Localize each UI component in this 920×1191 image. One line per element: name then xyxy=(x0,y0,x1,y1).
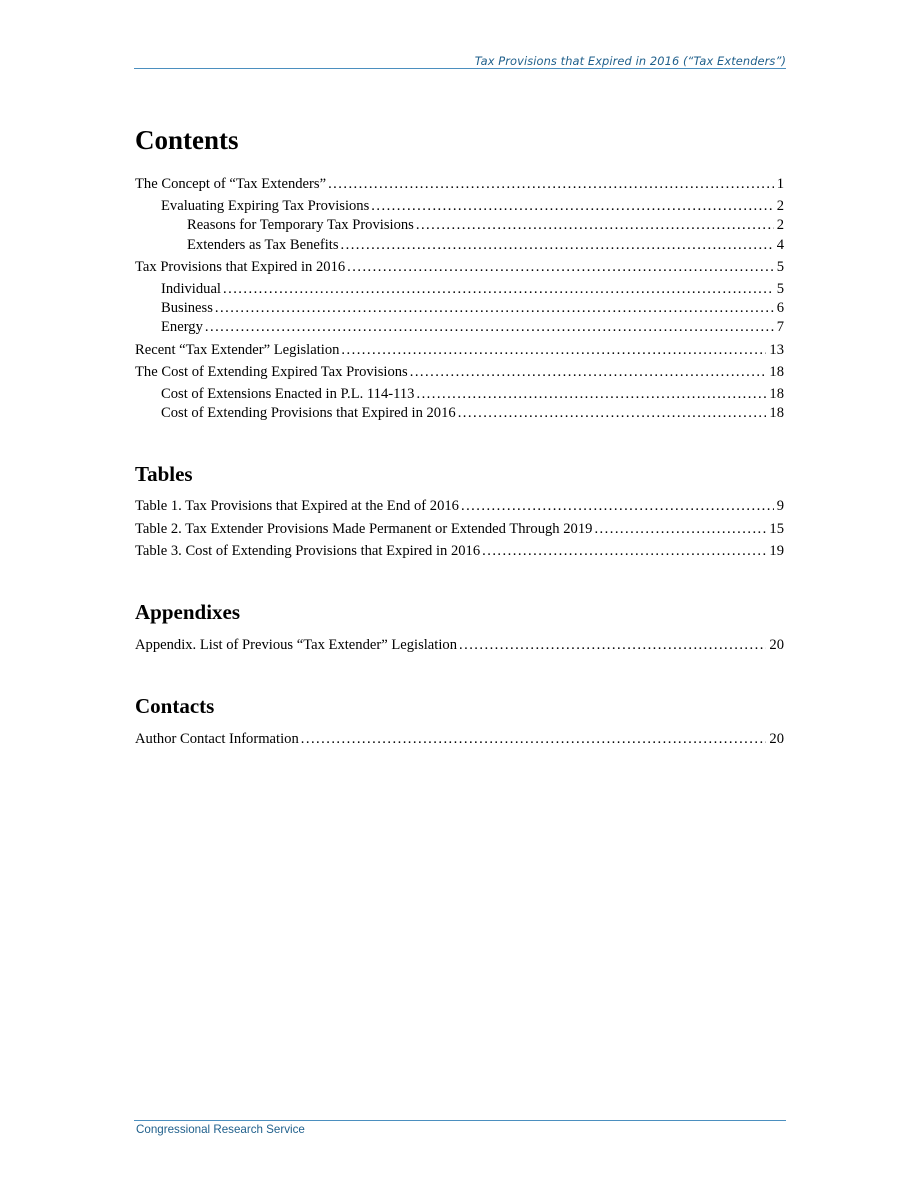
toc-entry[interactable] xyxy=(135,520,784,538)
toc-entry-title: Appendix. List of Previous “Tax Extender” Legislation xyxy=(135,637,457,653)
toc-entry-page: 13 xyxy=(769,342,784,358)
toc-leader xyxy=(341,341,766,359)
toc-leader xyxy=(371,197,773,215)
toc-entry-title: Extenders as Tax Benefits xyxy=(187,237,339,253)
toc-entry-page: 1 xyxy=(776,176,784,192)
toc-leader xyxy=(416,216,774,234)
toc-entry-title: Business xyxy=(161,300,213,316)
toc-entry-page: 20 xyxy=(769,731,784,747)
toc-entry-page: 18 xyxy=(769,364,784,380)
toc-entry[interactable] xyxy=(161,280,784,298)
toc-entry[interactable] xyxy=(135,341,784,359)
toc-entry-page: 5 xyxy=(776,281,784,297)
toc-entry-title: Table 3. Cost of Extending Provisions that Expired in 2016 xyxy=(135,543,481,559)
toc-entry-page: 18 xyxy=(769,405,784,421)
toc-leader xyxy=(458,404,767,422)
toc-entry-page: 2 xyxy=(776,198,784,214)
toc-entry[interactable] xyxy=(161,404,784,422)
toc-entry-page: 20 xyxy=(769,637,784,653)
toc-entry-title: Table 1. Tax Provisions that Expired at the End of 2016 xyxy=(135,498,459,514)
toc-entry-title: Tax Provisions that Expired in 2016 xyxy=(135,259,346,275)
toc-entry[interactable] xyxy=(135,730,784,748)
toc-entry[interactable] xyxy=(135,363,784,381)
toc-entry-page: 4 xyxy=(776,237,784,253)
toc-entry-title: Author Contact Information xyxy=(135,731,299,747)
toc-leader xyxy=(410,363,767,381)
contacts-heading: Contacts xyxy=(135,694,215,718)
toc-entry[interactable] xyxy=(161,197,784,215)
tables-heading: Tables xyxy=(135,462,193,486)
toc-entry[interactable] xyxy=(187,216,784,234)
toc-entry-page: 2 xyxy=(776,217,784,233)
toc-entry[interactable] xyxy=(161,385,784,403)
toc-leader xyxy=(416,385,766,403)
toc-entry-title: Individual xyxy=(161,281,221,297)
header-rule xyxy=(134,68,786,69)
toc-leader xyxy=(301,730,767,748)
toc-leader xyxy=(215,299,774,317)
toc-entry-title: Evaluating Expiring Tax Provisions xyxy=(161,198,370,214)
toc-entry-title: Table 2. Tax Extender Provisions Made Permanent or Extended Through 2019 xyxy=(135,521,593,537)
toc-leader xyxy=(459,636,766,654)
toc-entry-page: 19 xyxy=(769,543,784,559)
toc-entry-title: Cost of Extensions Enacted in P.L. 114-113 xyxy=(161,386,415,402)
toc-leader xyxy=(347,258,774,276)
toc-leader xyxy=(482,542,766,560)
contents-heading: Contents xyxy=(135,125,239,155)
toc-entry[interactable] xyxy=(135,258,784,276)
toc-entry-title: Cost of Extending Provisions that Expired in 2016 xyxy=(161,405,456,421)
toc-leader xyxy=(223,280,774,298)
toc-entry[interactable] xyxy=(135,636,784,654)
toc-leader xyxy=(328,175,774,193)
toc-entry[interactable] xyxy=(161,299,784,317)
toc-entry-title: Reasons for Temporary Tax Provisions xyxy=(187,217,414,233)
toc-entry-page: 15 xyxy=(769,521,784,537)
running-footer: Congressional Research Service xyxy=(136,1123,305,1136)
running-header: Tax Provisions that Expired in 2016 (“Tax Extenders”) xyxy=(474,54,786,68)
toc-entry[interactable] xyxy=(135,175,784,193)
toc-leader xyxy=(594,520,766,538)
toc-entry-title: Recent “Tax Extender” Legislation xyxy=(135,342,340,358)
toc-entry-page: 6 xyxy=(776,300,784,316)
toc-entry-title: Energy xyxy=(161,319,203,335)
toc-leader xyxy=(341,236,774,254)
toc-entry[interactable] xyxy=(135,542,784,560)
appendixes-heading: Appendixes xyxy=(135,600,241,624)
toc-entry-page: 5 xyxy=(776,259,784,275)
toc-entry[interactable] xyxy=(135,497,784,515)
toc-entry-page: 9 xyxy=(776,498,784,514)
toc-entry-page: 18 xyxy=(769,386,784,402)
toc-entry-page: 7 xyxy=(776,319,784,335)
toc-leader xyxy=(461,497,774,515)
toc-entry-title: The Cost of Extending Expired Tax Provisions xyxy=(135,364,408,380)
footer-rule xyxy=(134,1120,786,1121)
toc-leader xyxy=(205,318,774,336)
toc-entry[interactable] xyxy=(187,236,784,254)
toc-entry[interactable] xyxy=(161,318,784,336)
toc-entry-title: The Concept of “Tax Extenders” xyxy=(135,176,327,192)
